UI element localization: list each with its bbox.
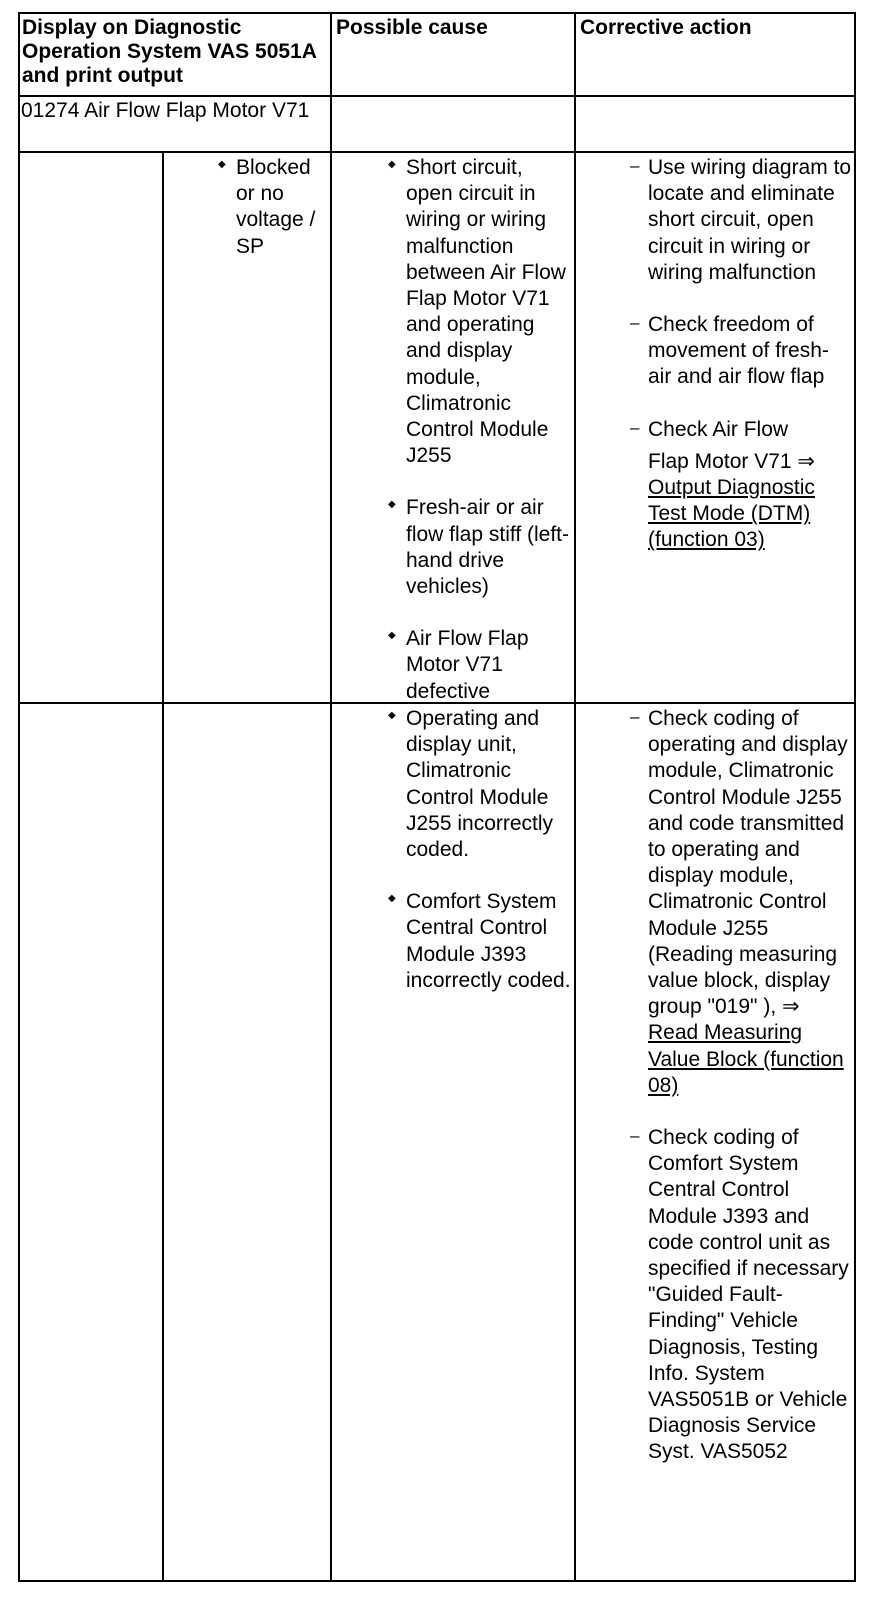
header-action: Corrective action — [580, 16, 752, 39]
fault-code: 01274 Air Flow Flap Motor V71 — [21, 99, 310, 122]
table-border-top — [18, 12, 856, 14]
table-border-left — [18, 12, 20, 1582]
table-border-right — [854, 12, 856, 1582]
symptom-text: Blocked or no voltage / SP — [236, 156, 316, 258]
row1-actions — [630, 155, 852, 554]
action-item: – Check coding of operating and display module, Climatronic Control Module J255 and code transmitted to operating and display module, Climatronic Control Module J255 (Reading measuring value block, display group "019" ), ⇒ Read Measuring Value Block (function 08) — [630, 706, 852, 1099]
cause-item: ◆ Comfort System Central Control Module J393 incorrectly coded. — [386, 889, 572, 994]
cause-item: ◆ Short circuit, open circuit in wiring or wiring malfunction between Air Flow Flap Motor V71 and operating and display module, Climatronic Control Module J255 — [386, 155, 572, 469]
table-rule-code — [18, 151, 856, 153]
header-display: Display on Diagnostic Operation System VAS 5051A and print output — [22, 16, 317, 87]
cause-item: ◆ Fresh-air or air flow flap stiff (left-hand drive vehicles) — [386, 495, 572, 600]
table-rule-header — [18, 95, 856, 97]
row1-causes — [386, 155, 572, 705]
output-dtm-link[interactable]: Output Diagnostic Test Mode (DTM) (function 03) — [648, 476, 815, 552]
symptom-bullet — [216, 155, 326, 260]
action-item: – Check Air Flow Flap Motor V71 ⇒ Output Diagnostic Test Mode (DTM) (function 03) — [630, 417, 852, 554]
table-col-divider-action — [574, 12, 576, 1582]
read-measuring-value-block-link[interactable]: Read Measuring Value Block (function 08) — [648, 1021, 844, 1097]
table-sub-divider-row2 — [162, 703, 164, 1581]
cause-item: ◆ Operating and display unit, Climatronic Control Module J255 incorrectly coded. — [386, 706, 572, 863]
table-col-divider-cause — [330, 12, 332, 1582]
row2-actions — [630, 706, 852, 1466]
table-sub-divider-row1 — [162, 152, 164, 703]
action-item: – Check freedom of movement of fresh-air and air flow flap — [630, 312, 852, 391]
cause-item: ◆ Air Flow Flap Motor V71 defective — [386, 626, 572, 705]
action-item: – Use wiring diagram to locate and eliminate short circuit, open circuit in wiring or wiring malfunction — [630, 155, 852, 286]
header-cause: Possible cause — [336, 16, 488, 39]
action-item: – Check coding of Comfort System Central Control Module J393 and code control unit as specified if necessary "Guided Fault-Finding" Vehicle Diagnosis, Testing Info. System VAS5051B or Vehicle Diagnosis Service Syst. VAS5052 — [630, 1125, 852, 1466]
row2-causes — [386, 706, 572, 994]
row1-symptom — [216, 155, 326, 260]
table-border-bottom — [18, 1580, 856, 1582]
